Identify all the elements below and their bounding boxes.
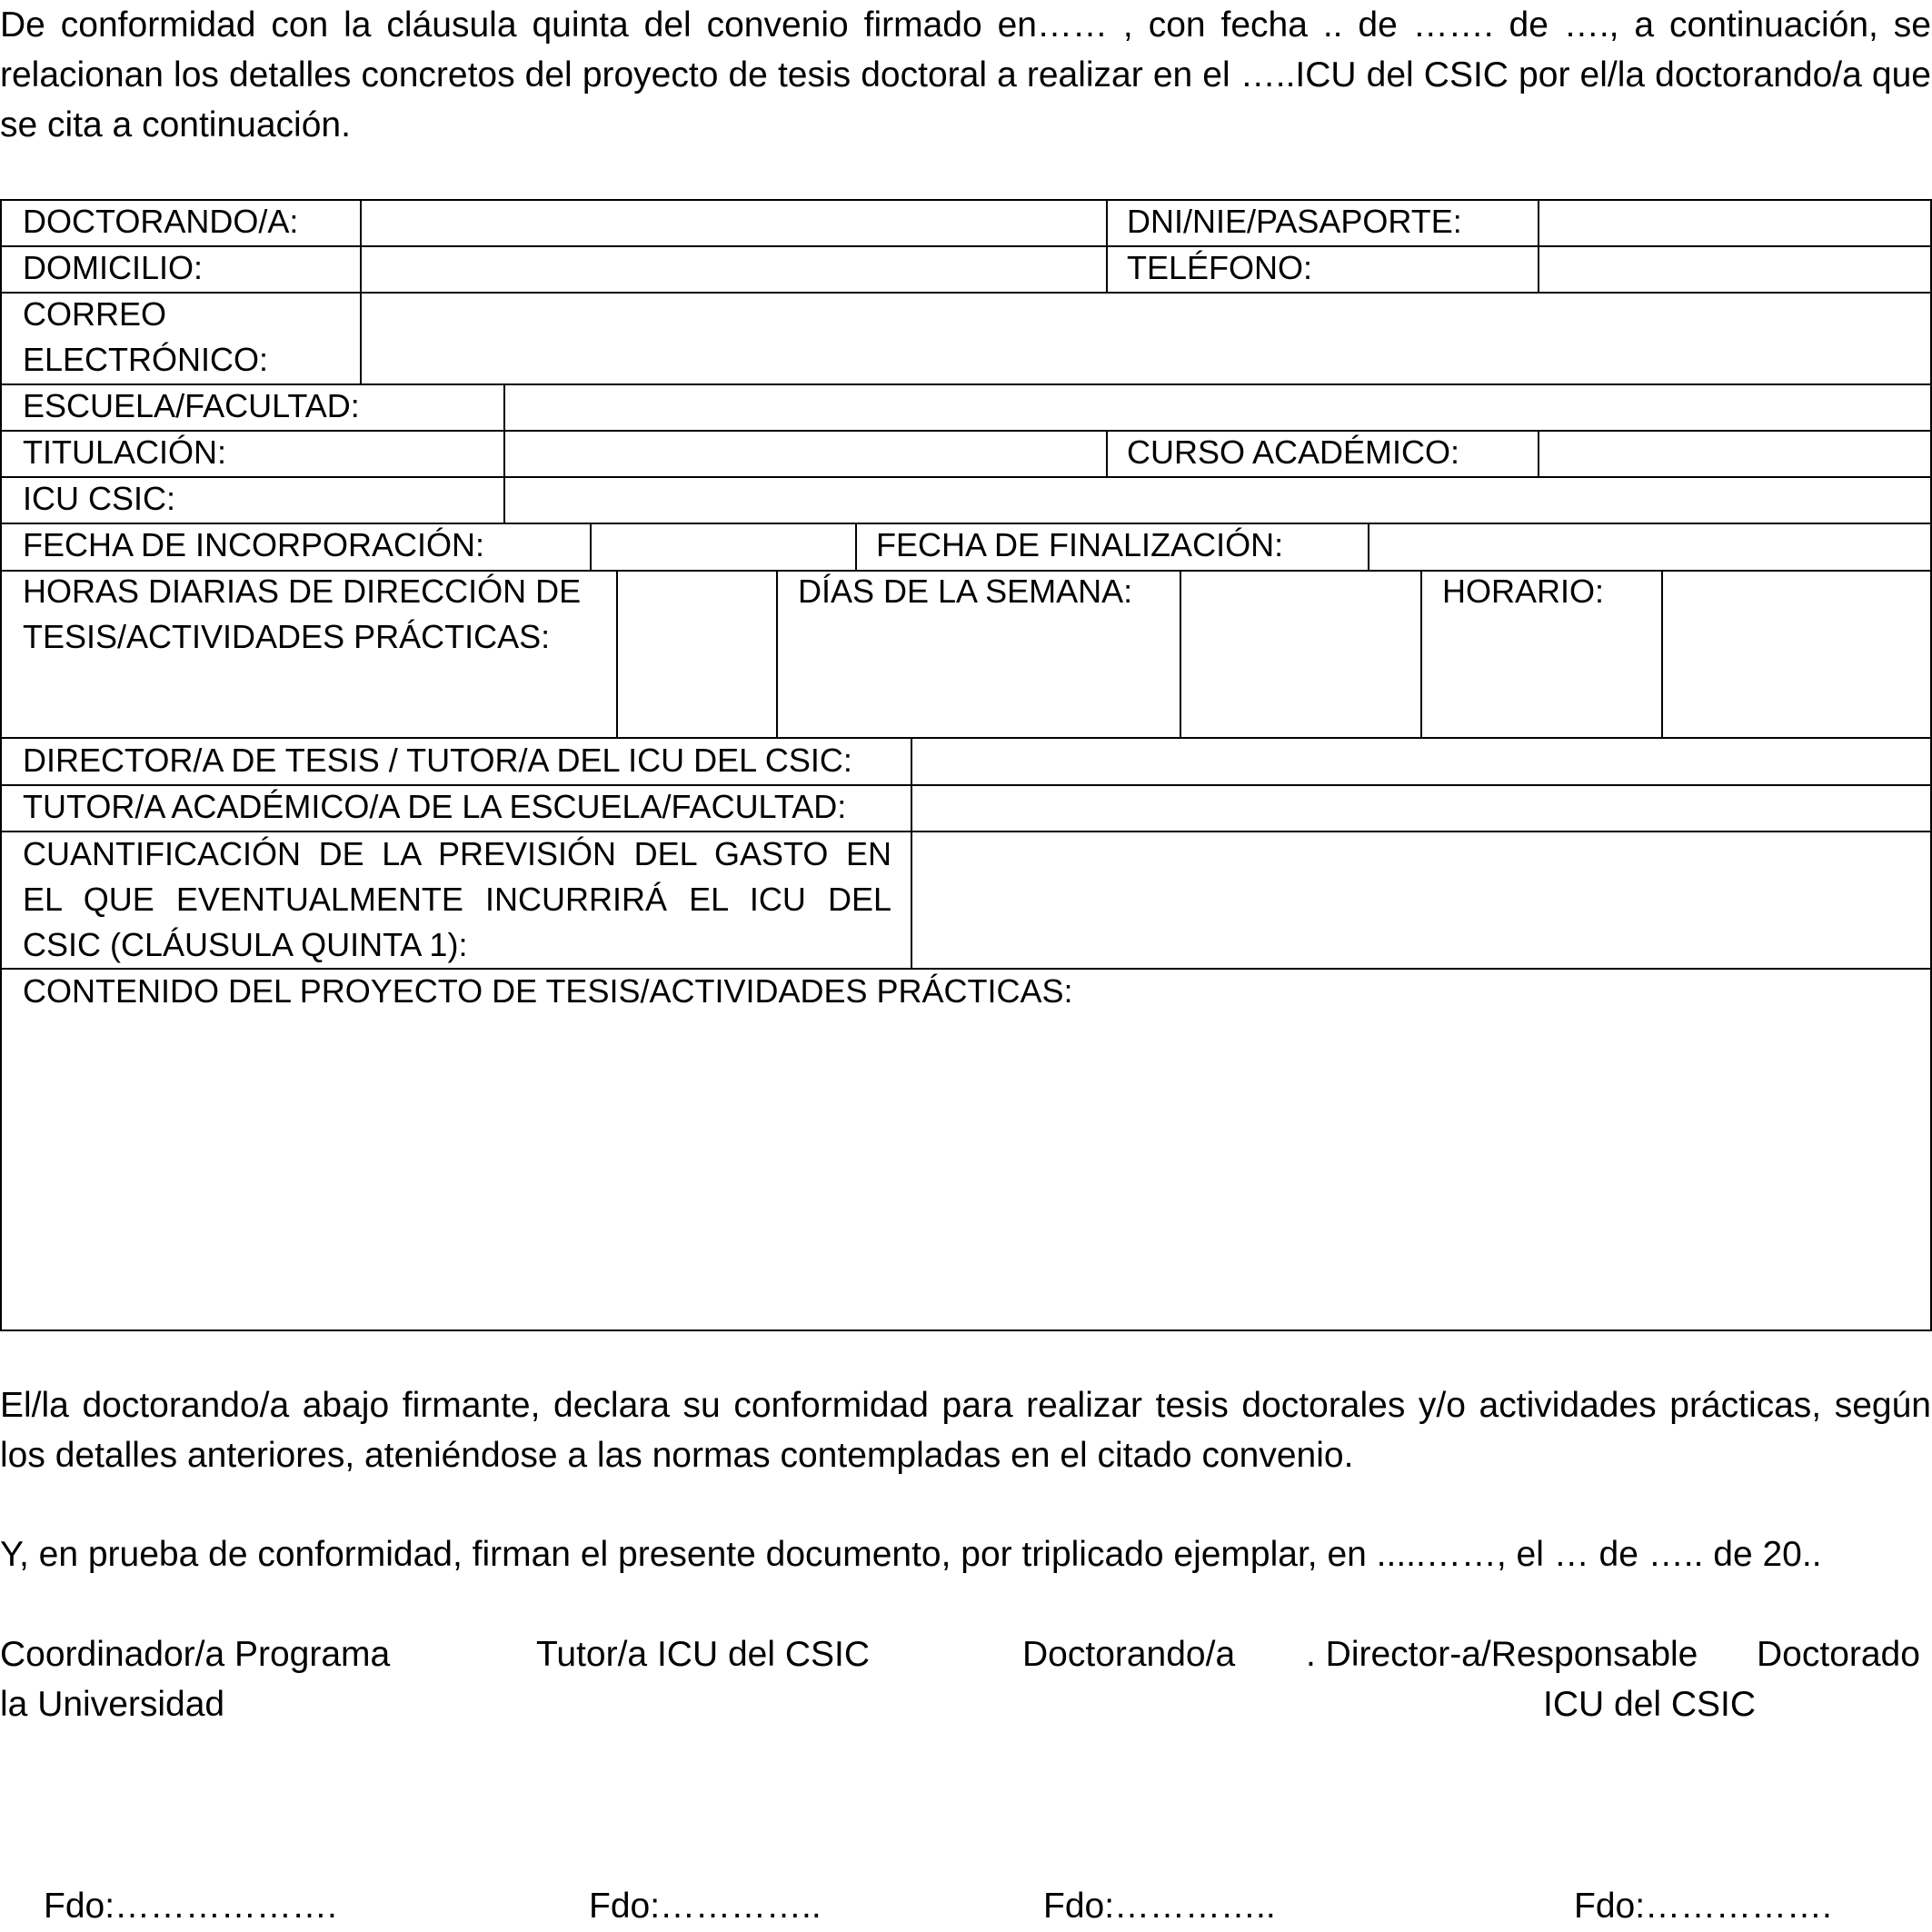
signatory-doctorando: Doctorando/a [1022,1635,1236,1674]
field-horas[interactable] [618,572,776,737]
field-cuantificacion[interactable] [912,832,1930,968]
field-fecha-incorporacion[interactable] [592,524,855,570]
label-correo-2: ELECTRÓNICO: [23,341,269,378]
field-icu[interactable] [505,478,1930,523]
project-details-table [0,199,1932,1331]
signatory-director-line1: . Director-a/Responsable [1306,1635,1698,1674]
label-fecha-incorporacion: FECHA DE INCORPORACIÓN: [23,526,485,563]
signatory-director-line2: ICU del CSIC [1543,1685,1757,1724]
field-telefono[interactable] [1539,247,1930,292]
label-horas-1: HORAS DIARIAS DE DIRECCIÓN DE [23,573,582,610]
intro-paragraph: De conformidad con la cláusula quinta del convenio firmado en…… , con fecha .. de ……. de …., a continuación, se relacionan los detalles concretos del proyecto de tesis doctoral a realizar en el …..ICU del CSIC por el/la doctorando/a que se cita a continuación. [0,5,1931,144]
field-horario[interactable] [1663,572,1930,737]
label-fecha-finalizacion: FECHA DE FINALIZACIÓN: [876,526,1284,563]
label-horario: HORARIO: [1442,573,1605,610]
field-correo[interactable] [362,294,1930,383]
signature-fdo-doctorando[interactable]: Fdo:………….. [1043,1887,1276,1926]
closing-paragraph: Y, en prueba de conformidad, firman el presente documento, por triplicado ejemplar, en .....……, el … de ….. de 20.. [0,1535,1822,1574]
label-contenido: CONTENIDO DEL PROYECTO DE TESIS/ACTIVIDADES PRÁCTICAS: [23,972,1073,1010]
signatory-tutor: Tutor/a ICU del CSIC [536,1635,870,1674]
label-telefono: TELÉFONO: [1127,249,1313,286]
label-tutor-academico: TUTOR/A ACADÉMICO/A DE LA ESCUELA/FACULTAD: [23,788,847,825]
field-escuela[interactable] [505,385,1930,430]
label-cuantificacion-2: EL QUE EVENTUALMENTE INCURRIRÁ EL ICU DEL [23,881,891,918]
signatory-coordinador-line2: la Universidad [0,1685,225,1724]
label-horas-2: TESIS/ACTIVIDADES PRÁCTICAS: [23,618,551,655]
label-icu: ICU CSIC: [23,480,176,517]
field-dni[interactable] [1539,201,1930,245]
label-titulacion: TITULACIÓN: [23,433,227,471]
field-dias[interactable] [1181,572,1420,737]
field-domicilio[interactable] [362,247,1106,292]
field-curso[interactable] [1539,432,1930,476]
label-dni: DNI/NIE/PASAPORTE: [1127,203,1462,240]
field-contenido[interactable] [2,1015,1930,1329]
field-fecha-finalizacion[interactable] [1369,524,1930,570]
signatory-doctorado: Doctorado [1757,1635,1920,1674]
label-doctorando: DOCTORANDO/A: [23,203,299,240]
label-domicilio: DOMICILIO: [23,249,204,286]
signature-fdo-tutor[interactable]: Fdo:………….. [589,1887,822,1926]
declaration-paragraph: El/la doctorando/a abajo firmante, declara su conformidad para realizar tesis doctorales y/o actividades prácticas, según los detalles anteriores, ateniéndose a las normas contempladas en el citado convenio. [0,1386,1931,1475]
label-escuela: ESCUELA/FACULTAD: [23,387,360,424]
signature-fdo-director[interactable]: Fdo:……………. [1574,1887,1832,1926]
label-curso: CURSO ACADÉMICO: [1127,433,1460,471]
label-correo-1: CORREO [23,295,167,333]
field-tutor-academico[interactable] [912,786,1930,831]
field-titulacion[interactable] [505,432,1106,476]
label-cuantificacion-1: CUANTIFICACIÓN DE LA PREVISIÓN DEL GASTO EN [23,835,891,872]
label-dias: DÍAS DE LA SEMANA: [798,573,1133,610]
label-cuantificacion-3: CSIC (CLÁUSULA QUINTA 1): [23,926,468,963]
field-director[interactable] [912,739,1930,784]
label-director: DIRECTOR/A DE TESIS / TUTOR/A DEL ICU DEL CSIC: [23,742,852,779]
signature-fdo-coordinador[interactable]: Fdo:………………. [44,1887,337,1926]
signatory-coordinador-line1: Coordinador/a Programa [0,1635,391,1674]
field-doctorando[interactable] [362,201,1106,245]
